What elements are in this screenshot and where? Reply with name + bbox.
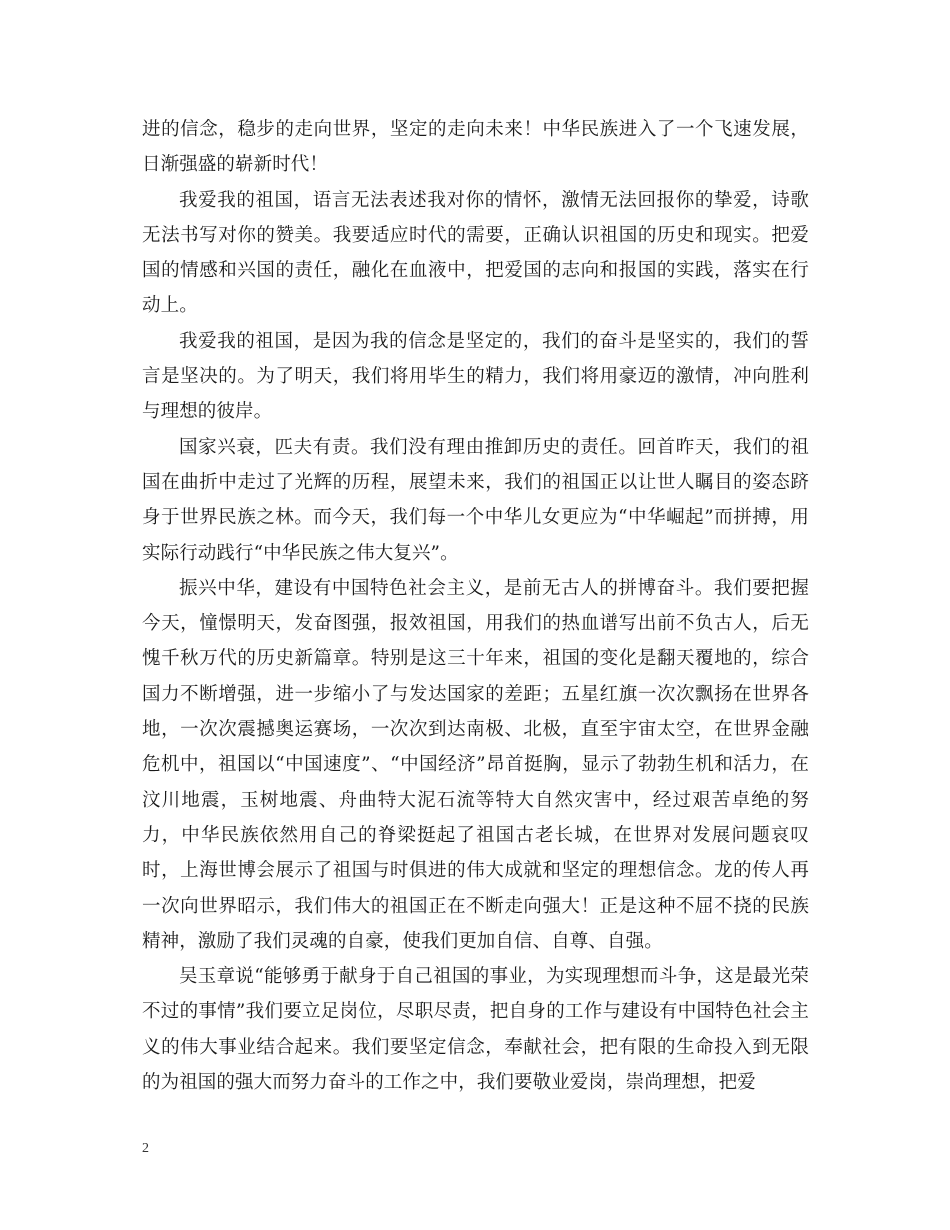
- paragraph: 我爱我的祖国，是因为我的信念是坚定的，我们的奋斗是坚实的，我们的誓言是坚决的。为了明天，我们将用毕生的精力，我们将用豪迈的激情，冲向胜利与理想的彼岸。: [142, 330, 809, 423]
- paragraph: 吴玉章说“能够勇于献身于自己祖国的事业，为实现理想而斗争，这是最光荣不过的事情”我们要立足岗位，尽职尽责，把自身的工作与建设有中国特色社会主义的伟大事业结合起来。我们要坚定信念，奉献社会，把有限的生命投入到无限的为祖国的强大而努力奋斗的工作之中，我们要敬业爱岗，崇尚理想，把爱: [142, 966, 809, 1094]
- page-number: 2: [142, 1141, 149, 1156]
- paragraph: 国家兴衰，匹夫有责。我们没有理由推卸历史的责任。回首昨天，我们的祖国在曲折中走过了光辉的历程，展望未来，我们的祖国正以让世人瞩目的姿态跻身于世界民族之林。而今天，我们每一个中华儿女更应为“中华崛起”而拼搏，用实际行动践行“中华民族之伟大复兴”。: [142, 436, 809, 564]
- document-body: [142, 112, 809, 1100]
- paragraph: 我爱我的祖国，语言无法表述我对你的情怀，激情无法回报你的挚爱，诗歌无法书写对你的赞美。我要适应时代的需要，正确认识祖国的历史和现实。把爱国的情感和兴国的责任，融化在血液中，把爱国的志向和报国的实践，落实在行动上。: [142, 189, 809, 317]
- paragraph: 振兴中华，建设有中国特色社会主义，是前无古人的拼博奋斗。我们要把握今天，憧憬明天，发奋图强，报效祖国，用我们的热血谱写出前不负古人，后无愧千秋万代的历史新篇章。特别是这三十年来，祖国的变化是翻天覆地的，综合国力不断增强，进一步缩小了与发达国家的差距；五星红旗一次次飘扬在世界各地，一次次震撼奥运赛场，一次次到达南极、北极，直至宇宙太空，在世界金融危机中，祖国以“中国速度”、“中国经济”昂首挺胸，显示了勃勃生机和活力，在汶川地震，玉树地震、舟曲特大泥石流等特大自然灾害中，经过艰苦卓绝的努力，中华民族依然用自己的脊梁挺起了祖国古老长城，在世界对发展问题哀叹时，上海世博会展示了祖国与时俱进的伟大成就和坚定的理想信念。龙的传人再一次向世界昭示，我们伟大的祖国正在不断走向强大！正是这种不屈不挠的民族精神，激励了我们灵魂的自豪，使我们更加自信、自尊、自强。: [142, 577, 809, 952]
- paragraph: 进的信念，稳步的走向世界，坚定的走向未来！中华民族进入了一个飞速发展，日渐强盛的崭新时代！: [142, 119, 809, 176]
